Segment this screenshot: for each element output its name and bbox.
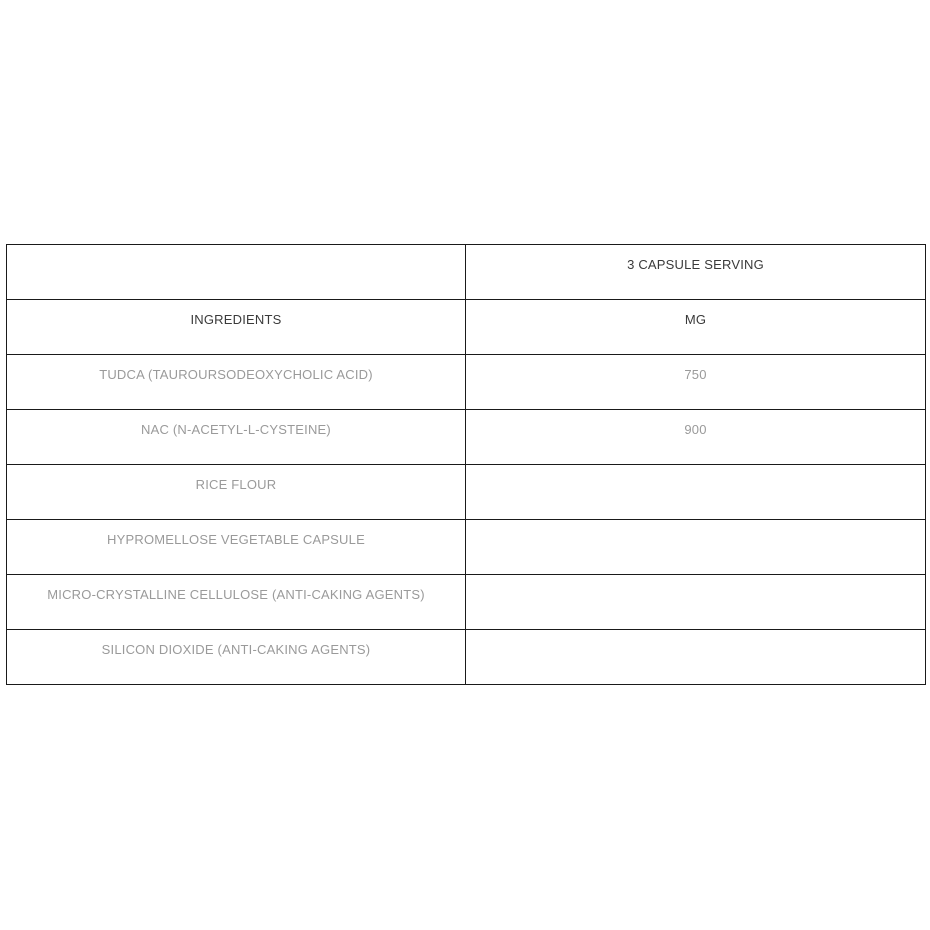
empty-header-cell — [7, 245, 466, 300]
column-header-row — [7, 300, 926, 355]
mg-header-label: MG — [684, 312, 707, 327]
serving-header-row — [7, 245, 926, 300]
ingredient-name: HYPROMELLOSE VEGETABLE CAPSULE — [107, 532, 365, 547]
table-row — [7, 630, 926, 685]
amount-cell — [466, 630, 926, 685]
amount-cell — [466, 410, 926, 465]
serving-size-label: 3 CAPSULE SERVING — [627, 257, 764, 272]
table-row — [7, 355, 926, 410]
mg-header-cell — [466, 300, 926, 355]
ingredient-name: MICRO-CRYSTALLINE CELLULOSE (ANTI-CAKING AGENTS) — [47, 587, 425, 602]
ingredients-header-label: INGREDIENTS — [190, 312, 282, 327]
ingredients-table-wrapper — [6, 244, 925, 685]
amount-cell — [466, 465, 926, 520]
ingredient-cell — [7, 520, 466, 575]
ingredient-cell — [7, 410, 466, 465]
ingredient-name: RICE FLOUR — [195, 477, 277, 492]
amount-cell — [466, 355, 926, 410]
table-row — [7, 575, 926, 630]
ingredient-name: TUDCA (TAUROURSODEOXYCHOLIC ACID) — [99, 367, 373, 382]
table-row — [7, 520, 926, 575]
ingredient-cell — [7, 630, 466, 685]
ingredient-amount: 750 — [684, 367, 707, 382]
serving-size-header-cell — [466, 245, 926, 300]
ingredient-name: NAC (N-ACETYL-L-CYSTEINE) — [141, 422, 331, 437]
amount-cell — [466, 520, 926, 575]
amount-cell — [466, 575, 926, 630]
ingredient-cell — [7, 575, 466, 630]
ingredients-table — [6, 244, 926, 685]
table-row — [7, 410, 926, 465]
ingredients-header-cell — [7, 300, 466, 355]
table-row — [7, 465, 926, 520]
ingredient-cell — [7, 465, 466, 520]
ingredient-amount: 900 — [684, 422, 707, 437]
ingredient-cell — [7, 355, 466, 410]
ingredient-name: SILICON DIOXIDE (ANTI-CAKING AGENTS) — [101, 642, 371, 657]
